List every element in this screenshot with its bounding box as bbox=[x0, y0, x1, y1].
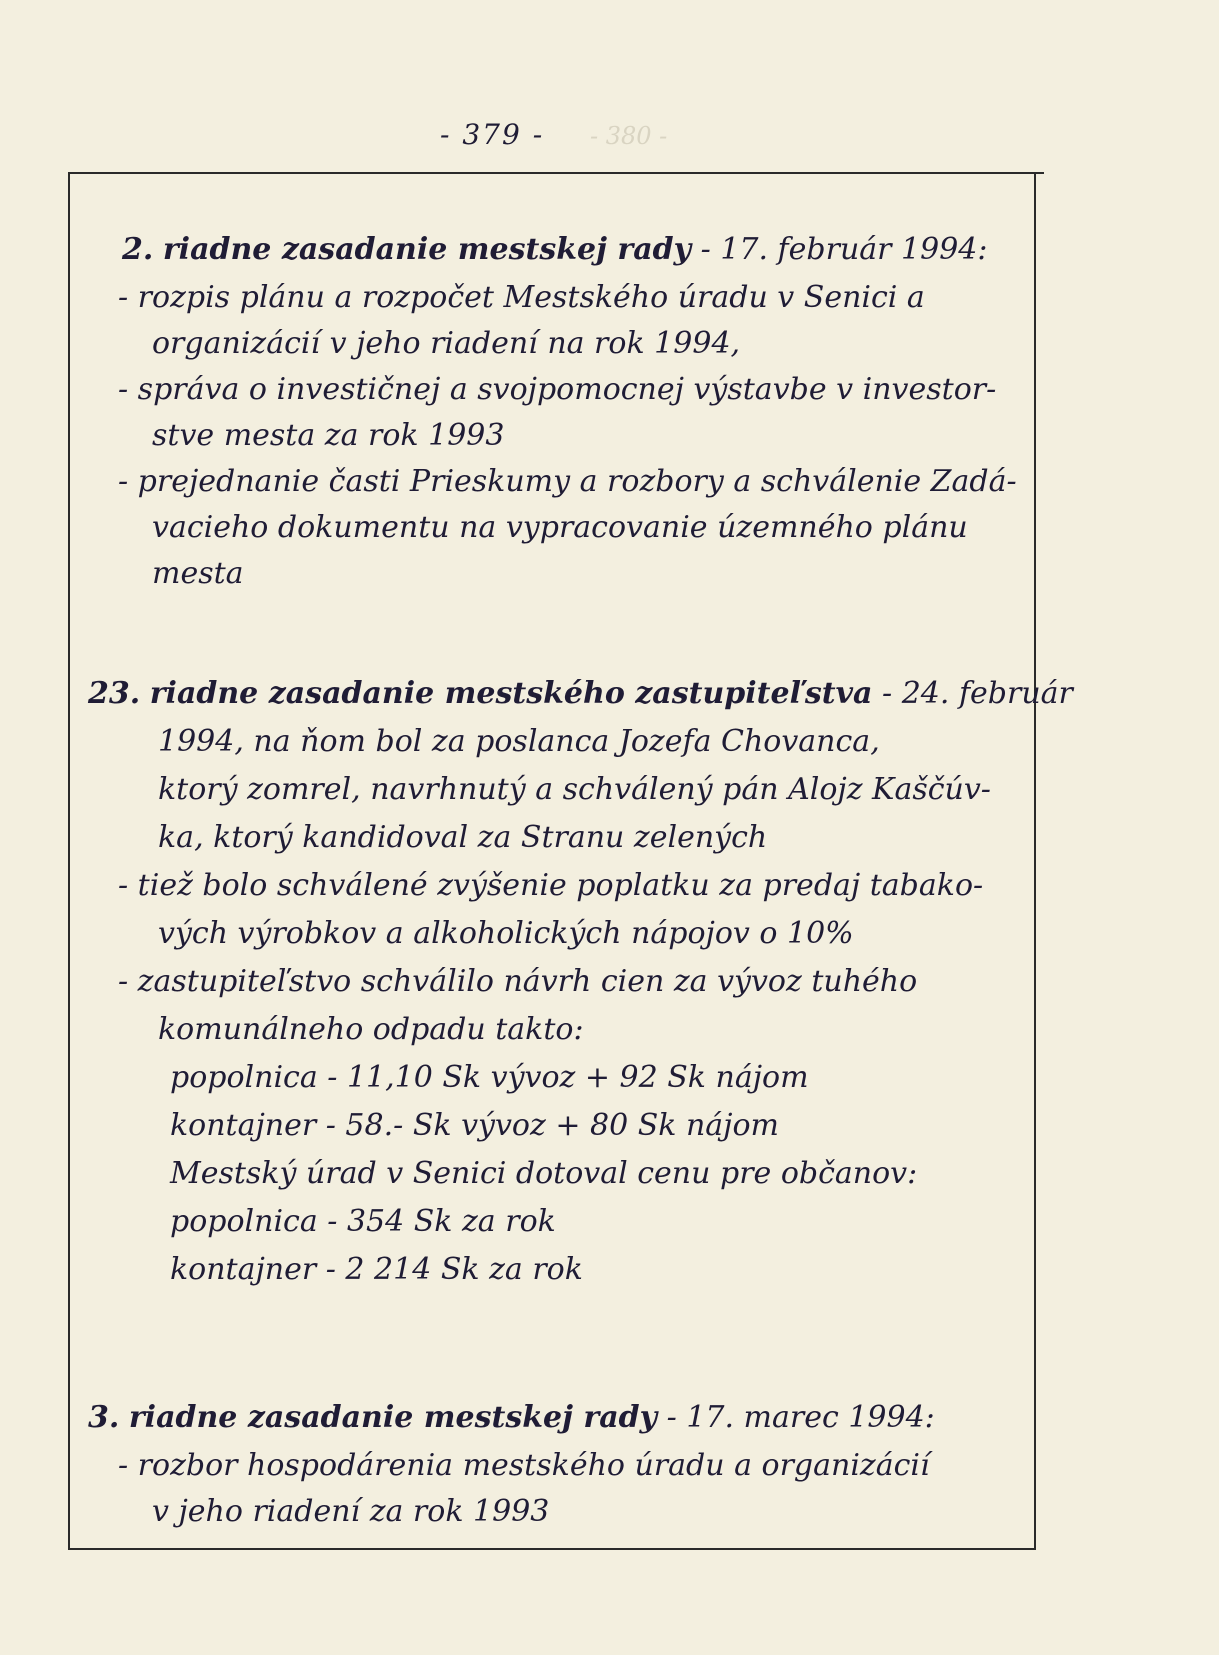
section-title: riadne zasadanie mestského zastupiteľstva bbox=[149, 676, 873, 711]
section-date: - 17. marec 1994: bbox=[666, 1400, 935, 1435]
section-line: popolnica - 354 Sk za rok bbox=[170, 1204, 556, 1239]
section-line: - zastupiteľstvo schválilo návrh cien za vývoz tuhého bbox=[118, 964, 918, 999]
section-line: vacieho dokumentu na vypracovanie územného plánu bbox=[152, 510, 968, 545]
section-line: kontajner - 58.- Sk vývoz + 80 Sk nájom bbox=[170, 1108, 779, 1143]
page-number: - 379 - bbox=[440, 118, 545, 151]
section-line: vých výrobkov a alkoholických nápojov o 10% bbox=[158, 916, 854, 951]
section-line: ka, ktorý kandidoval za Stranu zelených bbox=[158, 820, 768, 855]
section-line: - rozpis plánu a rozpočet Mestského úradu v Senici a bbox=[118, 280, 925, 315]
section-number: 2. bbox=[122, 232, 154, 267]
section-line: - prejednanie časti Prieskumy a rozbory a schválenie Zadá- bbox=[118, 464, 1017, 499]
section-number: 23. bbox=[88, 676, 141, 711]
section-date: - 17. február 1994: bbox=[700, 232, 988, 267]
section-title: riadne zasadanie mestskej rady bbox=[162, 232, 692, 267]
document-frame bbox=[68, 172, 1073, 1550]
section-line: v jeho riadení za rok 1993 bbox=[152, 1494, 550, 1529]
section-line: - správa o investičnej a svojpomocnej výstavbe v investor- bbox=[118, 372, 997, 407]
section-line: popolnica - 11,10 Sk vývoz + 92 Sk nájom bbox=[170, 1060, 809, 1095]
section-line: ktorý zomrel, navrhnutý a schválený pán Alojz Kaščúv- bbox=[158, 772, 991, 807]
document-content bbox=[70, 174, 1073, 1548]
section-line: kontajner - 2 214 Sk za rok bbox=[170, 1252, 583, 1287]
section-date: - 24. február bbox=[882, 676, 1073, 711]
section-line: Mestský úrad v Senici dotoval cenu pre občanov: bbox=[170, 1156, 918, 1191]
section-line: organizácií v jeho riadení na rok 1994, bbox=[152, 326, 741, 361]
section-heading bbox=[122, 232, 988, 267]
section-heading bbox=[88, 1400, 935, 1435]
frame-corner-mark bbox=[1036, 172, 1044, 174]
section-line: stve mesta za rok 1993 bbox=[152, 418, 505, 453]
section-heading bbox=[88, 676, 1073, 711]
section-line: mesta bbox=[152, 556, 244, 591]
section-line: 1994, na ňom bol za poslanca Jozefa Chovanca, bbox=[158, 724, 880, 759]
bleed-through-text: - 380 - bbox=[590, 122, 668, 150]
section-line: - rozbor hospodárenia mestského úradu a organizácií bbox=[118, 1448, 930, 1483]
section-number: 3. bbox=[88, 1400, 120, 1435]
section-line: komunálneho odpadu takto: bbox=[158, 1012, 584, 1047]
section-title: riadne zasadanie mestskej rady bbox=[128, 1400, 658, 1435]
section-line: - tiež bolo schválené zvýšenie poplatku za predaj tabako- bbox=[118, 868, 984, 903]
